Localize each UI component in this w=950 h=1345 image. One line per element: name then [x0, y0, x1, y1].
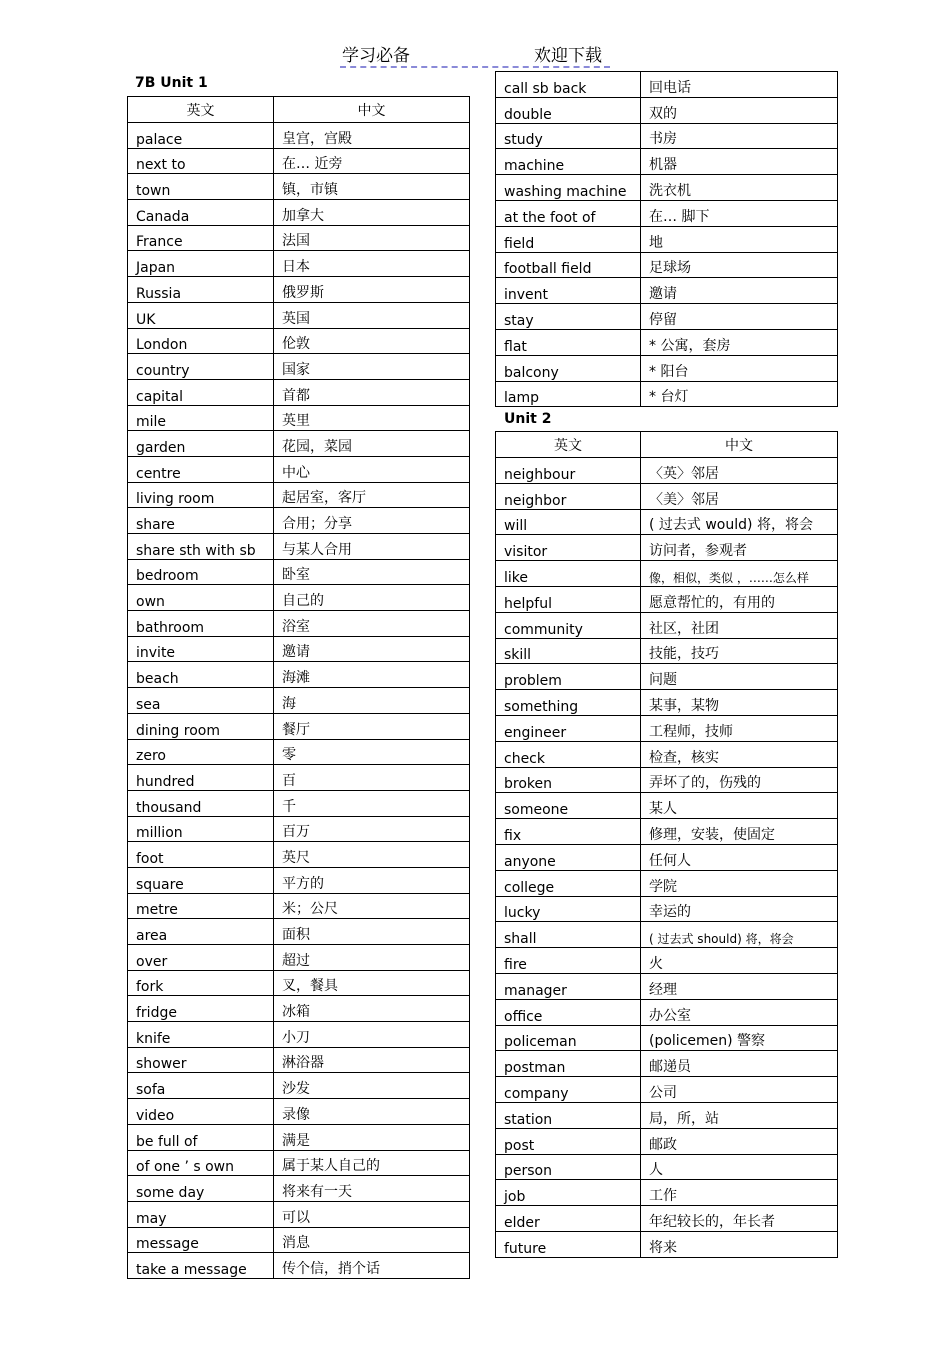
unit2-title: Unit 2: [504, 411, 552, 427]
table-header-row: [128, 97, 470, 123]
chinese-meaning: 工程师，技师: [641, 715, 838, 741]
table-row: [496, 819, 838, 845]
chinese-meaning: 花园，菜园: [274, 431, 470, 457]
english-word: fix: [496, 819, 641, 845]
table-row: [128, 790, 470, 816]
table-row: [496, 948, 838, 974]
english-word: UK: [128, 302, 274, 328]
table-row: [496, 175, 838, 201]
chinese-meaning: 洗衣机: [641, 175, 838, 201]
chinese-meaning: 修理，安装，使固定: [641, 819, 838, 845]
english-word: like: [496, 561, 641, 587]
chinese-meaning: 海: [274, 688, 470, 714]
table-row: [128, 1047, 470, 1073]
english-word: capital: [128, 379, 274, 405]
english-word: at the foot of: [496, 200, 641, 226]
table-row: [496, 1180, 838, 1206]
chinese-meaning: 冰箱: [274, 996, 470, 1022]
chinese-meaning: 〈英〉邻居: [641, 458, 838, 484]
table-row: [128, 174, 470, 200]
english-word: policeman: [496, 1025, 641, 1051]
table-row: [128, 765, 470, 791]
table-row: [128, 970, 470, 996]
table-row: [496, 999, 838, 1025]
table-row: [128, 200, 470, 226]
english-word: mile: [128, 405, 274, 431]
page-header: [340, 40, 610, 68]
english-word: office: [496, 999, 641, 1025]
chinese-meaning: 零: [274, 739, 470, 765]
english-word: palace: [128, 123, 274, 149]
english-word: fire: [496, 948, 641, 974]
table-row: [128, 559, 470, 585]
table-row: [496, 1102, 838, 1128]
english-word: helpful: [496, 586, 641, 612]
chinese-meaning: 面积: [274, 919, 470, 945]
chinese-meaning: 办公室: [641, 999, 838, 1025]
chinese-meaning: 机器: [641, 149, 838, 175]
table-row: [128, 739, 470, 765]
table-row: [496, 1154, 838, 1180]
english-word: Canada: [128, 200, 274, 226]
chinese-meaning: 〈美〉邻居: [641, 483, 838, 509]
table-row: [496, 1128, 838, 1154]
chinese-meaning: 在… 近旁: [274, 148, 470, 174]
english-word: anyone: [496, 844, 641, 870]
table-row: [496, 1077, 838, 1103]
english-word: washing machine: [496, 175, 641, 201]
table-row: [128, 996, 470, 1022]
table-row: [128, 636, 470, 662]
chinese-meaning: 中心: [274, 456, 470, 482]
chinese-meaning: 传个信，捎个话: [274, 1253, 470, 1279]
english-word: invite: [128, 636, 274, 662]
chinese-meaning: 人: [641, 1154, 838, 1180]
table-row: [496, 612, 838, 638]
english-word: metre: [128, 893, 274, 919]
english-word: over: [128, 945, 274, 971]
chinese-meaning: 叉，餐具: [274, 970, 470, 996]
english-word: study: [496, 123, 641, 149]
table-row: [496, 586, 838, 612]
chinese-meaning: 首都: [274, 379, 470, 405]
chinese-meaning: ( 过去式 would) 将，将会: [641, 509, 838, 535]
english-word: double: [496, 97, 641, 123]
chinese-meaning: 工作: [641, 1180, 838, 1206]
english-word: elder: [496, 1206, 641, 1232]
chinese-meaning: 问题: [641, 664, 838, 690]
chinese-meaning: 录像: [274, 1099, 470, 1125]
english-word: town: [128, 174, 274, 200]
english-word: community: [496, 612, 641, 638]
chinese-meaning: 足球场: [641, 252, 838, 278]
table-row: [496, 1025, 838, 1051]
chinese-meaning: 年纪较长的，年长者: [641, 1206, 838, 1232]
english-word: balcony: [496, 355, 641, 381]
table-row: [128, 816, 470, 842]
chinese-meaning: 沙发: [274, 1073, 470, 1099]
english-word: neighbor: [496, 483, 641, 509]
chinese-meaning: * 阳台: [641, 355, 838, 381]
english-word: video: [128, 1099, 274, 1125]
table-row: [496, 844, 838, 870]
english-word: centre: [128, 456, 274, 482]
header-chinese: 中文: [641, 432, 838, 458]
chinese-meaning: 将来: [641, 1231, 838, 1257]
table-row: [128, 1073, 470, 1099]
chinese-meaning: 平方的: [274, 867, 470, 893]
english-word: invent: [496, 278, 641, 304]
table-row: [128, 379, 470, 405]
chinese-meaning: 法国: [274, 225, 470, 251]
chinese-meaning: 百万: [274, 816, 470, 842]
table-row: [496, 870, 838, 896]
english-word: problem: [496, 664, 641, 690]
chinese-meaning: 满是: [274, 1124, 470, 1150]
chinese-meaning: * 台灯: [641, 381, 838, 407]
table-row: [128, 302, 470, 328]
table-row: [128, 867, 470, 893]
chinese-meaning: 俄罗斯: [274, 277, 470, 303]
header-english: 英文: [128, 97, 274, 123]
table-row: [496, 458, 838, 484]
english-word: skill: [496, 638, 641, 664]
table-row: [128, 1124, 470, 1150]
english-word: stay: [496, 304, 641, 330]
table-row: [496, 561, 838, 587]
chinese-meaning: 餐厅: [274, 713, 470, 739]
chinese-meaning: 某人: [641, 793, 838, 819]
chinese-meaning: 停留: [641, 304, 838, 330]
chinese-meaning: 英国: [274, 302, 470, 328]
english-word: Japan: [128, 251, 274, 277]
table-row: [128, 123, 470, 149]
chinese-meaning: 米；公尺: [274, 893, 470, 919]
english-word: hundred: [128, 765, 274, 791]
english-word: take a message: [128, 1253, 274, 1279]
english-word: future: [496, 1231, 641, 1257]
table-row: [128, 1022, 470, 1048]
english-word: someone: [496, 793, 641, 819]
english-word: shall: [496, 922, 641, 948]
english-word: zero: [128, 739, 274, 765]
chinese-meaning: 将来有一天: [274, 1176, 470, 1202]
table-row: [496, 381, 838, 407]
table-row: [496, 149, 838, 175]
chinese-meaning: 卧室: [274, 559, 470, 585]
chinese-meaning: 自己的: [274, 585, 470, 611]
chinese-meaning: 火: [641, 948, 838, 974]
chinese-meaning: 与某人合用: [274, 534, 470, 560]
table-row: [496, 97, 838, 123]
table-row: [128, 1150, 470, 1176]
table-row: [496, 638, 838, 664]
table-row: [496, 509, 838, 535]
table-row: [128, 893, 470, 919]
chinese-meaning: 日本: [274, 251, 470, 277]
chinese-meaning: 书房: [641, 123, 838, 149]
table-row: [128, 277, 470, 303]
chinese-meaning: 属于某人自己的: [274, 1150, 470, 1176]
unit2-vocab-table: [495, 431, 838, 1258]
english-word: fridge: [128, 996, 274, 1022]
chinese-meaning: 加拿大: [274, 200, 470, 226]
header-chinese: 中文: [274, 97, 470, 123]
chinese-meaning: 幸运的: [641, 896, 838, 922]
english-word: shower: [128, 1047, 274, 1073]
table-row: [496, 741, 838, 767]
chinese-meaning: 国家: [274, 354, 470, 380]
table-row: [128, 611, 470, 637]
table-row: [496, 123, 838, 149]
chinese-meaning: 浴室: [274, 611, 470, 637]
chinese-meaning: 合用；分享: [274, 508, 470, 534]
english-word: lamp: [496, 381, 641, 407]
chinese-meaning: (policemen) 警察: [641, 1025, 838, 1051]
table-row: [128, 354, 470, 380]
english-word: beach: [128, 662, 274, 688]
english-word: be full of: [128, 1124, 274, 1150]
english-word: field: [496, 226, 641, 252]
chinese-meaning: * 公寓，套房: [641, 329, 838, 355]
table-row: [128, 585, 470, 611]
english-word: fork: [128, 970, 274, 996]
english-word: machine: [496, 149, 641, 175]
table-header-row: [496, 432, 838, 458]
table-row: [496, 1231, 838, 1257]
chinese-meaning: 经理: [641, 973, 838, 999]
chinese-meaning: 地: [641, 226, 838, 252]
chinese-meaning: 双的: [641, 97, 838, 123]
english-word: million: [128, 816, 274, 842]
english-word: company: [496, 1077, 641, 1103]
english-word: visitor: [496, 535, 641, 561]
chinese-meaning: 邮递员: [641, 1051, 838, 1077]
table-row: [128, 662, 470, 688]
chinese-meaning: 像，相似，类似 ，……怎么样: [641, 561, 838, 587]
chinese-meaning: 公司: [641, 1077, 838, 1103]
table-row: [496, 1051, 838, 1077]
english-word: next to: [128, 148, 274, 174]
table-row: [128, 945, 470, 971]
english-word: knife: [128, 1022, 274, 1048]
english-word: thousand: [128, 790, 274, 816]
table-row: [496, 72, 838, 98]
table-row: [128, 431, 470, 457]
table-row: [128, 842, 470, 868]
table-row: [496, 483, 838, 509]
table-row: [128, 1176, 470, 1202]
table-row: [128, 148, 470, 174]
chinese-meaning: 邀请: [641, 278, 838, 304]
header-right-text: 欢迎下载: [534, 46, 602, 66]
english-word: Russia: [128, 277, 274, 303]
table-row: [496, 278, 838, 304]
chinese-meaning: 可以: [274, 1201, 470, 1227]
table-row: [496, 355, 838, 381]
chinese-meaning: 局，所，站: [641, 1102, 838, 1128]
english-word: flat: [496, 329, 641, 355]
english-word: football field: [496, 252, 641, 278]
chinese-meaning: 任何人: [641, 844, 838, 870]
english-word: broken: [496, 767, 641, 793]
table-row: [128, 482, 470, 508]
chinese-meaning: 英里: [274, 405, 470, 431]
english-word: country: [128, 354, 274, 380]
chinese-meaning: 邮政: [641, 1128, 838, 1154]
chinese-meaning: 消息: [274, 1227, 470, 1253]
table-row: [128, 688, 470, 714]
english-word: manager: [496, 973, 641, 999]
table-row: [128, 1227, 470, 1253]
english-word: foot: [128, 842, 274, 868]
english-word: London: [128, 328, 274, 354]
english-word: bedroom: [128, 559, 274, 585]
table-row: [128, 328, 470, 354]
chinese-meaning: 回电话: [641, 72, 838, 98]
chinese-meaning: 镇，市镇: [274, 174, 470, 200]
english-word: person: [496, 1154, 641, 1180]
table-row: [128, 251, 470, 277]
chinese-meaning: 检查，核实: [641, 741, 838, 767]
table-row: [496, 690, 838, 716]
english-word: own: [128, 585, 274, 611]
english-word: will: [496, 509, 641, 535]
unit1-title: 7B Unit 1: [135, 75, 208, 91]
chinese-meaning: 愿意帮忙的，有用的: [641, 586, 838, 612]
english-word: message: [128, 1227, 274, 1253]
table-row: [128, 1253, 470, 1279]
table-row: [496, 329, 838, 355]
table-row: [496, 896, 838, 922]
english-word: neighbour: [496, 458, 641, 484]
english-word: job: [496, 1180, 641, 1206]
english-word: area: [128, 919, 274, 945]
english-word: station: [496, 1102, 641, 1128]
chinese-meaning: 邀请: [274, 636, 470, 662]
table-row: [128, 508, 470, 534]
english-word: sofa: [128, 1073, 274, 1099]
english-word: bathroom: [128, 611, 274, 637]
chinese-meaning: 皇宫，宫殿: [274, 123, 470, 149]
english-word: of one ’ s own: [128, 1150, 274, 1176]
english-word: post: [496, 1128, 641, 1154]
table-row: [128, 456, 470, 482]
chinese-meaning: 英尺: [274, 842, 470, 868]
table-row: [496, 252, 838, 278]
english-word: France: [128, 225, 274, 251]
english-word: check: [496, 741, 641, 767]
header-left-text: 学习必备: [342, 46, 410, 66]
table-row: [128, 1201, 470, 1227]
english-word: call sb back: [496, 72, 641, 98]
table-row: [496, 973, 838, 999]
chinese-meaning: 技能，技巧: [641, 638, 838, 664]
english-word: something: [496, 690, 641, 716]
table-row: [128, 919, 470, 945]
chinese-meaning: 学院: [641, 870, 838, 896]
chinese-meaning: 千: [274, 790, 470, 816]
english-word: engineer: [496, 715, 641, 741]
english-word: may: [128, 1201, 274, 1227]
chinese-meaning: 小刀: [274, 1022, 470, 1048]
unit1-vocab-table: [127, 96, 470, 1279]
chinese-meaning: 社区，社团: [641, 612, 838, 638]
table-row: [496, 715, 838, 741]
english-word: dining room: [128, 713, 274, 739]
table-row: [496, 767, 838, 793]
english-word: sea: [128, 688, 274, 714]
table-row: [496, 535, 838, 561]
chinese-meaning: 淋浴器: [274, 1047, 470, 1073]
chinese-meaning: 弄坏了的，伤残的: [641, 767, 838, 793]
chinese-meaning: 海滩: [274, 662, 470, 688]
chinese-meaning: ( 过去式 should) 将，将会: [641, 922, 838, 948]
english-word: lucky: [496, 896, 641, 922]
chinese-meaning: 百: [274, 765, 470, 791]
chinese-meaning: 某事，某物: [641, 690, 838, 716]
chinese-meaning: 超过: [274, 945, 470, 971]
table-row: [496, 304, 838, 330]
table-row: [496, 226, 838, 252]
chinese-meaning: 伦敦: [274, 328, 470, 354]
header-english: 英文: [496, 432, 641, 458]
table-row: [496, 1206, 838, 1232]
english-word: college: [496, 870, 641, 896]
unit1-continued-vocab-table: [495, 71, 838, 407]
english-word: some day: [128, 1176, 274, 1202]
table-row: [128, 225, 470, 251]
table-row: [496, 200, 838, 226]
chinese-meaning: 访问者，参观者: [641, 535, 838, 561]
chinese-meaning: 在… 脚下: [641, 200, 838, 226]
chinese-meaning: 起居室，客厅: [274, 482, 470, 508]
table-row: [496, 922, 838, 948]
table-row: [128, 405, 470, 431]
english-word: square: [128, 867, 274, 893]
table-row: [128, 713, 470, 739]
english-word: share: [128, 508, 274, 534]
table-row: [496, 664, 838, 690]
english-word: postman: [496, 1051, 641, 1077]
english-word: share sth with sb: [128, 534, 274, 560]
table-row: [128, 1099, 470, 1125]
table-row: [496, 793, 838, 819]
english-word: living room: [128, 482, 274, 508]
english-word: garden: [128, 431, 274, 457]
table-row: [128, 534, 470, 560]
